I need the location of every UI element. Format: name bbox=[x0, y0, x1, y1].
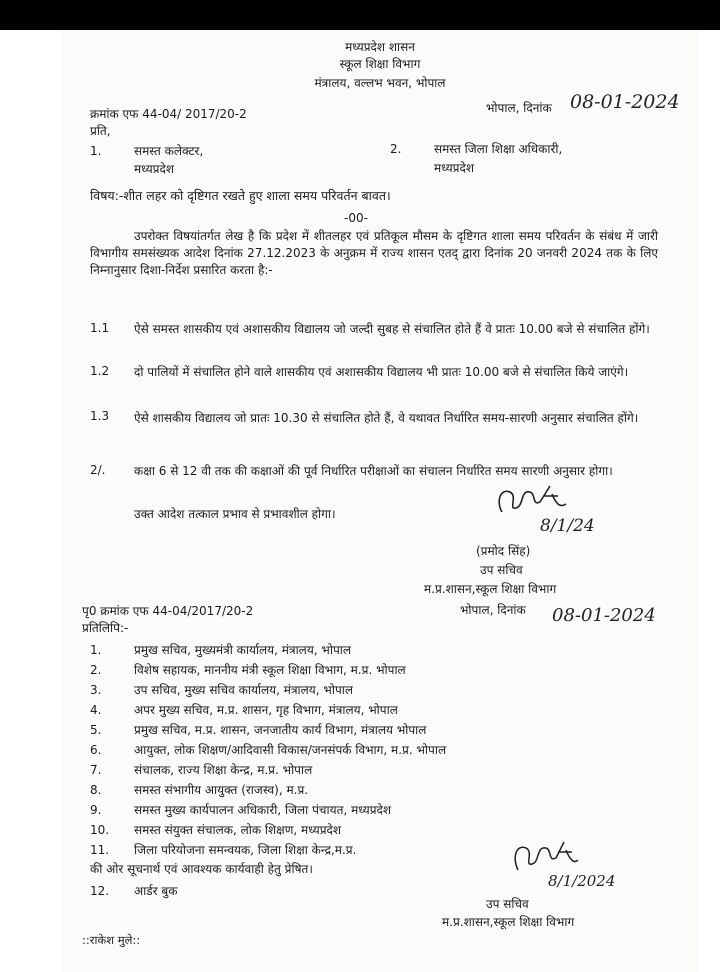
copy-text: समस्त मुख्य कार्यपालन अधिकारी, जिला पंचायत, मध्यप्रदेश bbox=[134, 803, 392, 817]
header-line-3: मंत्रालय, वल्लभ भवन, भोपाल bbox=[314, 76, 446, 90]
copy-text: प्रमुख सचिव, मुख्यमंत्री कार्यालय, मंत्रालय, भोपाल bbox=[134, 643, 352, 657]
effect-line: उक्त आदेश तत्काल प्रभाव से प्रभावशील होगा। bbox=[134, 507, 336, 521]
point-1-1-num: 1.1 bbox=[90, 321, 110, 335]
point-1-2-text: दो पालियों में संचालित होने वाले शासकीय एवं अशासकीय विद्यालय भी प्रातः 10.00 बजे से संचालित किये जाएंगे। bbox=[134, 365, 629, 379]
copy-text: अपर मुख्य सचिव, म.प्र. शासन, गृह विभाग, मंत्रालय, भोपाल bbox=[134, 703, 398, 717]
order-number: क्रमांक एफ 44-04/ 2017/20-2 bbox=[90, 107, 247, 121]
header-line-2: स्कूल शिक्षा विभाग bbox=[339, 57, 421, 71]
copy-text: संचालक, राज्य शिक्षा केन्द्र, म.प्र. भोपाल bbox=[134, 763, 313, 777]
point-2-text: कक्षा 6 से 12 वी तक की कक्षाओं की पूर्व निर्धारित परीक्षाओं का संचालन निर्धारित समय सारणी अनुसार होगा। bbox=[134, 464, 613, 478]
recipient-2-num: 2. bbox=[390, 142, 402, 156]
copy-text: समस्त संभागीय आयुक्त (राजस्व), म.प्र. bbox=[134, 783, 309, 797]
signatory-1-title: उप सचिव bbox=[480, 563, 523, 577]
endorsement-date-handwritten: 08-01-2024 bbox=[552, 605, 656, 626]
copy-label: प्रतिलिपि:- bbox=[82, 621, 129, 635]
copy-num: 11. bbox=[90, 843, 110, 857]
copy-12-num: 12. bbox=[90, 884, 110, 898]
copy-num: 2. bbox=[90, 663, 102, 677]
copy-num: 4. bbox=[90, 703, 102, 717]
copy-num: 8. bbox=[90, 783, 102, 797]
recipient-1-state: मध्यप्रदेश bbox=[134, 162, 175, 176]
copy-text: आयुक्त, लोक शिक्षण/आदिवासी विकास/जनसंपर्क विभाग, म.प्र. भोपाल bbox=[134, 743, 447, 757]
endorsement-number: पृ0 क्रमांक एफ 44-04/2017/20-2 bbox=[82, 604, 254, 618]
intro-paragraph: उपरोक्त विषयांतर्गत लेख है कि प्रदेश में शीतलहर एवं प्रतिकूल मौसम के दृष्टिगत शाला समय परिवर्तन के संबंध में जारी विभागीय समसंख्यक आदेश दिनांक 27.12.2023 के अनुक्रम में राज्य शासन एतद् द्वारा दिनांक 20 जनवरी 2024 तक के लिए निम्नानुसार दिशा-निर्देश प्रसारित करता है:- bbox=[90, 229, 658, 277]
recipient-1-name: समस्त कलेक्टर, bbox=[134, 144, 204, 158]
order-date-handwritten: 08-01-2024 bbox=[570, 91, 680, 113]
recipient-2-name: समस्त जिला शिक्षा अधिकारी, bbox=[434, 142, 563, 156]
point-1-1-text: ऐसे समस्त शासकीय एवं अशासकीय विद्यालय जो जल्दी सुबह से संचालित होते हैं वे प्रातः 10.00 बजे से संचालित होंगे। bbox=[134, 322, 650, 336]
signatory-1-office: म.प्र.शासन,स्कूल शिक्षा विभाग bbox=[424, 582, 557, 596]
copy-num: 10. bbox=[90, 823, 110, 837]
copy-num: 3. bbox=[90, 683, 102, 697]
separator: -00- bbox=[344, 211, 368, 225]
copy-num: 1. bbox=[90, 643, 102, 657]
copy-text: जिला परियोजना समन्वयक, जिला शिक्षा केन्द्र,म.प्र. bbox=[134, 843, 357, 857]
signature-1-date: 8/1/24 bbox=[540, 516, 595, 536]
document-page bbox=[62, 30, 698, 972]
copy-12-text: आर्डर बुक bbox=[134, 884, 178, 898]
top-black-bar bbox=[0, 0, 720, 30]
copy-text: विशेष सहायक, माननीय मंत्री स्कूल शिक्षा विभाग, म.प्र. भोपाल bbox=[134, 663, 406, 677]
copy-num: 5. bbox=[90, 723, 102, 737]
point-2-num: 2/. bbox=[90, 463, 106, 477]
copy-num: 7. bbox=[90, 763, 102, 777]
point-1-2-num: 1.2 bbox=[90, 364, 110, 378]
order-place-date-label: भोपाल, दिनांक bbox=[486, 101, 552, 115]
forwarding-line: की ओर सूचनार्थ एवं आवश्यक कार्यवाही हेतु प्रेषित। bbox=[90, 862, 313, 876]
copy-num: 6. bbox=[90, 743, 102, 757]
recipient-2-state: मध्यप्रदेश bbox=[434, 161, 475, 175]
point-1-3-num: 1.3 bbox=[90, 409, 110, 423]
prati-label: प्रति, bbox=[90, 124, 111, 138]
signature-2-date: 8/1/2024 bbox=[548, 872, 616, 890]
copy-num: 9. bbox=[90, 803, 102, 817]
subject-line: विषय:-शीत लहर को दृष्टिगत रखते हुए शाला समय परिवर्तन बावत। bbox=[90, 188, 391, 203]
header-line-1: मध्यप्रदेश शासन bbox=[345, 40, 415, 54]
typist-initials: ::राकेश मुले:: bbox=[82, 933, 141, 947]
endorsement-place-date-label: भोपाल, दिनांक bbox=[460, 603, 526, 617]
copy-text: प्रमुख सचिव, म.प्र. शासन, जनजातीय कार्य विभाग, मंत्रालय भोपाल bbox=[134, 723, 427, 737]
signatory-1-name: (प्रमोद सिंह) bbox=[476, 544, 531, 558]
point-1-3-text: ऐसे शासकीय विद्यालय जो प्रातः 10.30 से संचालित होते हैं, वे यथावत निर्धारित समय-सारणी अनुसार संचालित होंगे। bbox=[134, 411, 639, 425]
recipient-1-num: 1. bbox=[90, 144, 102, 158]
copy-text: समस्त संयुक्त संचालक, लोक शिक्षण, मध्यप्रदेश bbox=[134, 823, 342, 837]
copy-text: उप सचिव, मुख्य सचिव कार्यालय, मंत्रालय, भोपाल bbox=[134, 683, 353, 697]
signatory-2-title: उप सचिव bbox=[486, 897, 529, 911]
signatory-2-office: म.प्र.शासन,स्कूल शिक्षा विभाग bbox=[442, 915, 575, 929]
